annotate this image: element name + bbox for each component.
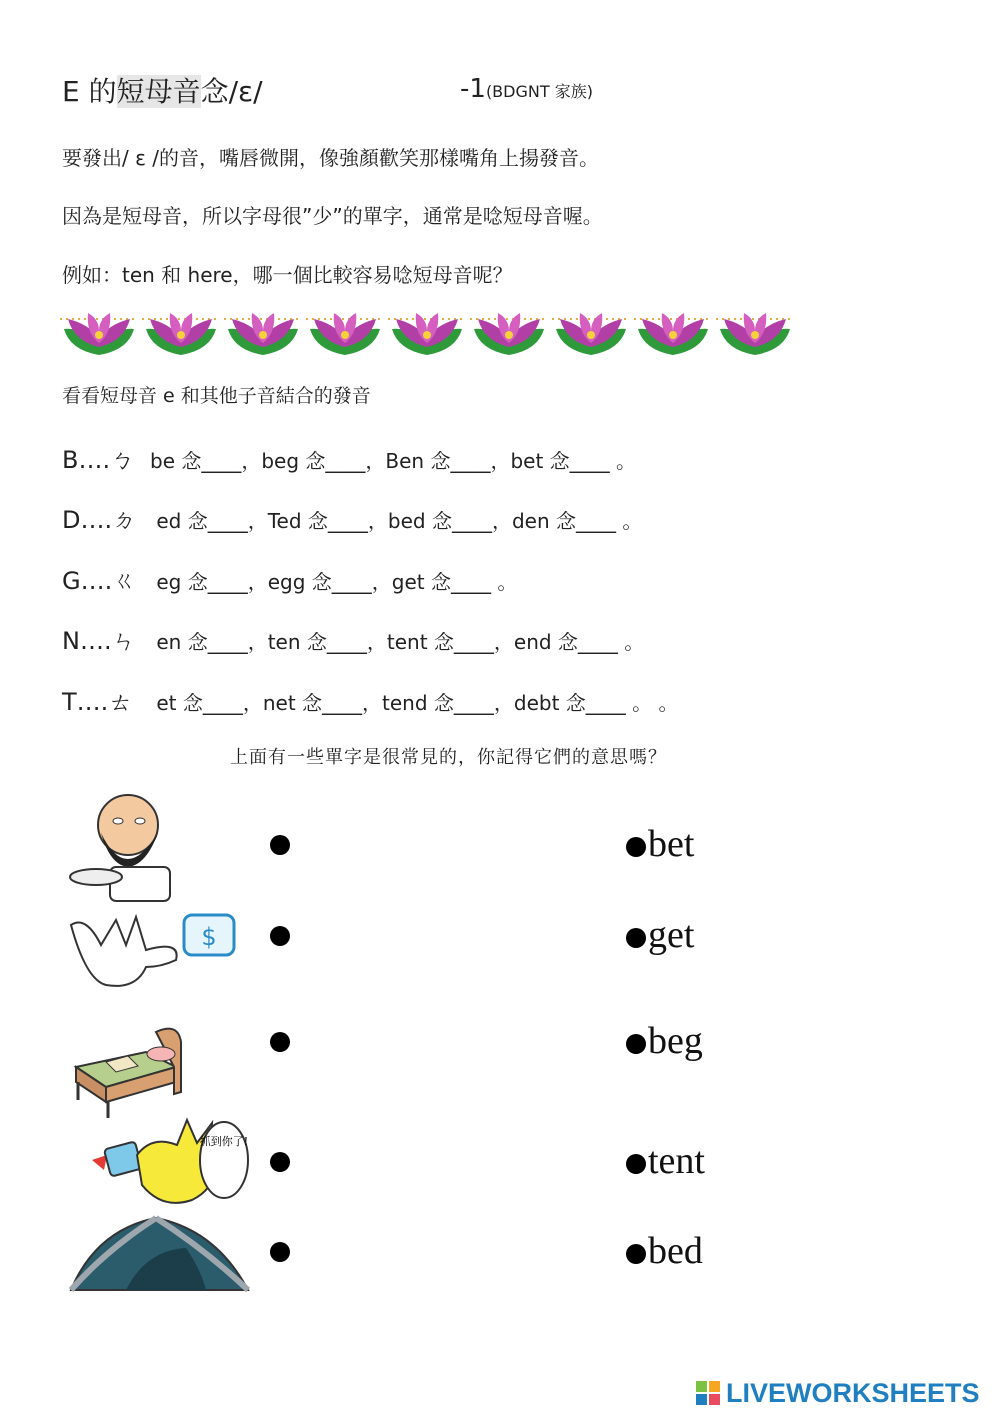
flower-icon (224, 305, 302, 360)
row-b (62, 440, 636, 475)
row-d (62, 500, 642, 535)
match-dot-left[interactable] (270, 1242, 290, 1262)
bubble-text: 抓到你了! (199, 1135, 249, 1148)
match-dot-right[interactable] (626, 928, 646, 948)
flower-border (60, 305, 795, 360)
flower-icon (388, 305, 466, 360)
row-g (62, 561, 517, 596)
row-words: eg 念____，egg 念____，get 念____ 。 (150, 570, 518, 594)
row-lead: T….ㄊ (62, 688, 133, 716)
match-word-beg[interactable]: beg (626, 1019, 703, 1063)
row-words: be 念____，beg 念____，Ben 念____，bet 念____ 。 (150, 449, 637, 473)
title-highlight: 短母音 (116, 75, 201, 108)
flower-icon (470, 305, 548, 360)
intro-text: 看看短母音 e 和其他子音結合的發音 (62, 385, 371, 407)
rabbit-grabbing-picture (82, 1115, 252, 1210)
flower-icon (60, 305, 138, 360)
paragraph-2: 因為是短母音，所以字母很”少”的單字，通常是唸短母音喔。 (62, 204, 603, 228)
match-word-tent[interactable]: tent (626, 1139, 705, 1183)
match-word-bed[interactable]: bed (626, 1229, 703, 1273)
row-t (62, 682, 679, 717)
row-words: et 念____，net 念____，tend 念____，debt 念____ 。 。 (150, 691, 679, 715)
paragraph-1: 要發出/ ε /的音，嘴唇微開，像強顏歡笑那樣嘴角上揚發音。 (62, 146, 600, 170)
row-lead: D….ㄉ (62, 506, 137, 534)
logo-text: LIVEWORKSHEETS (726, 1378, 980, 1408)
svg-text:$: $ (201, 923, 217, 951)
flower-icon (634, 305, 712, 360)
hand-money-picture (66, 905, 241, 995)
match-dot-left[interactable] (270, 926, 290, 946)
page-title: E 的短母音念/ɛ/ (62, 75, 263, 108)
match-word-get[interactable]: get (626, 913, 694, 957)
flower-icon (552, 305, 630, 360)
flower-icon (306, 305, 384, 360)
bed-picture (66, 1022, 186, 1120)
liveworksheets-logo (696, 1378, 980, 1409)
match-dot-left[interactable] (270, 1152, 290, 1172)
match-word-bet[interactable]: bet (626, 822, 694, 866)
match-dot-right[interactable] (626, 1154, 646, 1174)
logo-icon (696, 1381, 722, 1407)
match-dot-left[interactable] (270, 1032, 290, 1052)
flower-icon (716, 305, 794, 360)
row-n (62, 621, 644, 656)
match-dot-right[interactable] (626, 1244, 646, 1264)
title-family: (BDGNT 家族) (485, 82, 593, 101)
beggar-man-picture (66, 785, 186, 905)
row-words: en 念____，ten 念____，tent 念____，end 念____ 。 (150, 630, 645, 654)
row-lead: N….ㄣ (62, 627, 136, 655)
match-dot-right[interactable] (626, 1034, 646, 1054)
match-dot-right[interactable] (626, 837, 646, 857)
row-words: ed 念____，Ted 念____，bed 念____，den 念____ 。 (150, 509, 643, 533)
row-lead: B….ㄅ (62, 446, 135, 474)
tent-picture (66, 1210, 252, 1295)
title-number: -1(BDGNT 家族) (460, 74, 593, 104)
flower-icon (142, 305, 220, 360)
question-text: 上面有一些單字是很常見的，你記得它們的意思嗎？ (230, 747, 667, 768)
row-lead: G….ㄍ (62, 567, 137, 595)
match-dot-left[interactable] (270, 835, 290, 855)
paragraph-3: 例如：ten 和 here，哪一個比較容易唸短母音呢？ (62, 263, 513, 287)
